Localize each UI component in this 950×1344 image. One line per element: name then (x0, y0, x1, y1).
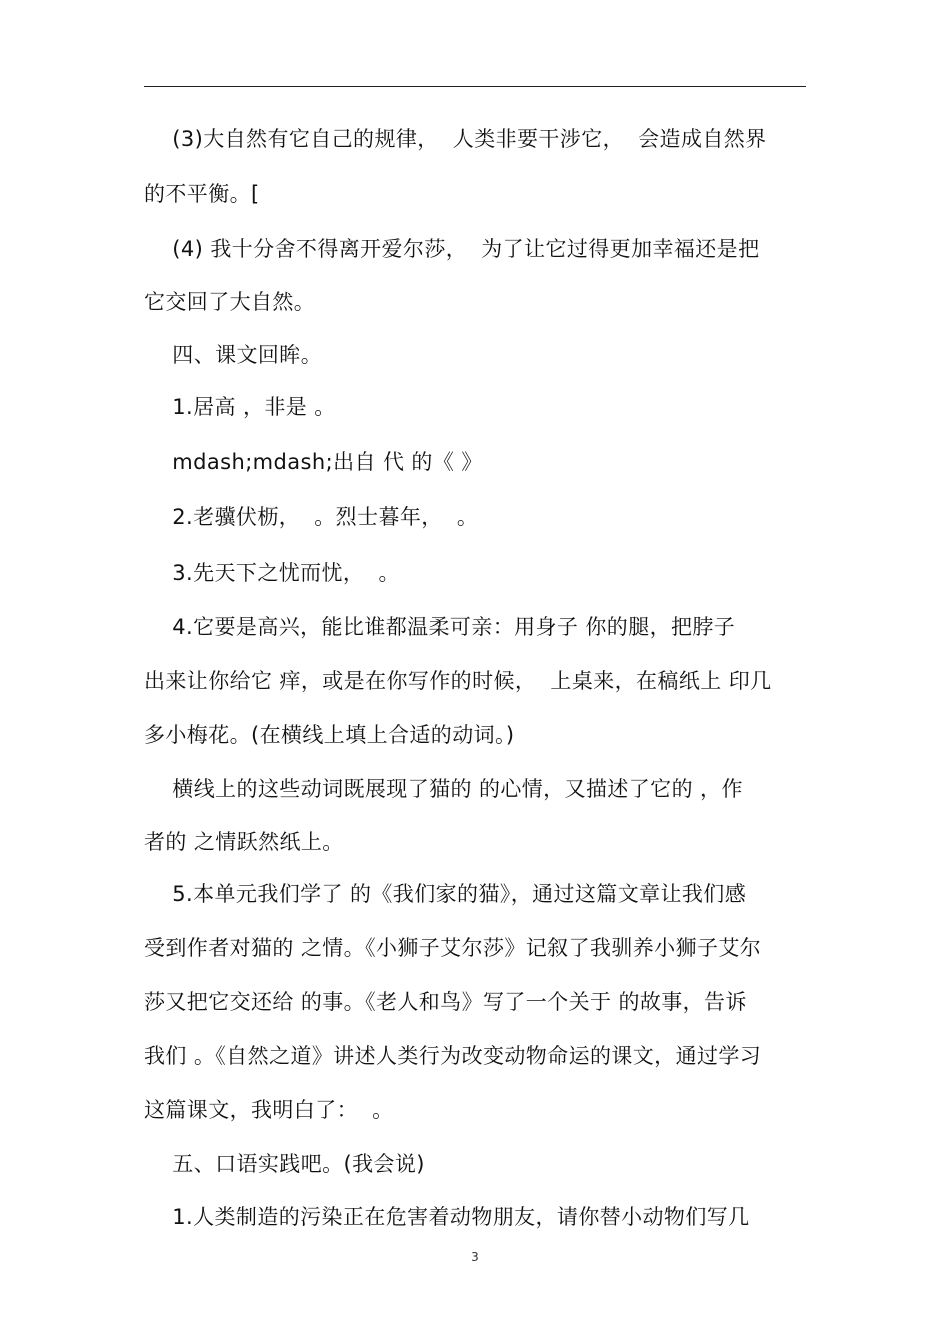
text-line-17: 莎又把它交还给 的事。《老人和鸟》写了一个关于 的故事，告诉 (144, 990, 747, 1014)
section-heading-4: 四、课文回眸。 (144, 343, 323, 367)
text-line-15: 5.本单元我们学了 的《我们家的猫》，通过这篇文章让我们感 (144, 882, 747, 906)
text-line-12: 多小梅花。(在横线上填上合适的动词。) (144, 723, 515, 747)
text-line-14: 者的 之情跃然纸上。 (144, 830, 344, 854)
text-line-1: (3)大自然有它自己的规律， 人类非要干涉它， 会造成自然界 (144, 127, 767, 151)
text-line-13: 横线上的这些动词既展现了猫的 的心情，又描述了它的 ，作 (144, 777, 743, 801)
text-line-18: 我们 。《自然之道》讲述人类行为改变动物命运的课文，通过学习 (144, 1044, 762, 1068)
text-line-9: 3.先天下之忧而忧， 。 (144, 561, 400, 585)
text-line-7: mdash;mdash;出自 代 的《 》 (144, 450, 483, 474)
text-line-3: (4) 我十分舍不得离开爱尔莎， 为了让它过得更加幸福还是把 (144, 237, 760, 261)
text-line-6: 1.居高 ，非是 。 (144, 395, 336, 419)
text-line-21: 1.人类制造的污染正在危害着动物朋友，请你替小动物们写几 (144, 1205, 750, 1229)
header-rule (144, 86, 806, 87)
text-line-16: 受到作者对猫的 之情。《小狮子艾尔莎》记叙了我驯养小狮子艾尔 (144, 936, 762, 960)
text-line-4: 它交回了大自然。 (144, 290, 316, 314)
text-line-19: 这篇课文，我明白了： 。 (144, 1098, 394, 1122)
text-line-2: 的不平衡。[ (144, 182, 260, 206)
page-number: 3 (471, 1250, 479, 1264)
text-line-10: 4.它要是高兴，能比谁都温柔可亲：用身子 你的腿，把脖子 (144, 615, 736, 639)
text-line-8: 2.老骥伏枥， 。烈士暮年， 。 (144, 505, 479, 529)
section-heading-5: 五、口语实践吧。(我会说) (144, 1152, 425, 1176)
text-line-11: 出来让你给它 痒，或是在你写作的时候， 上桌来，在稿纸上 印几 (144, 669, 772, 693)
